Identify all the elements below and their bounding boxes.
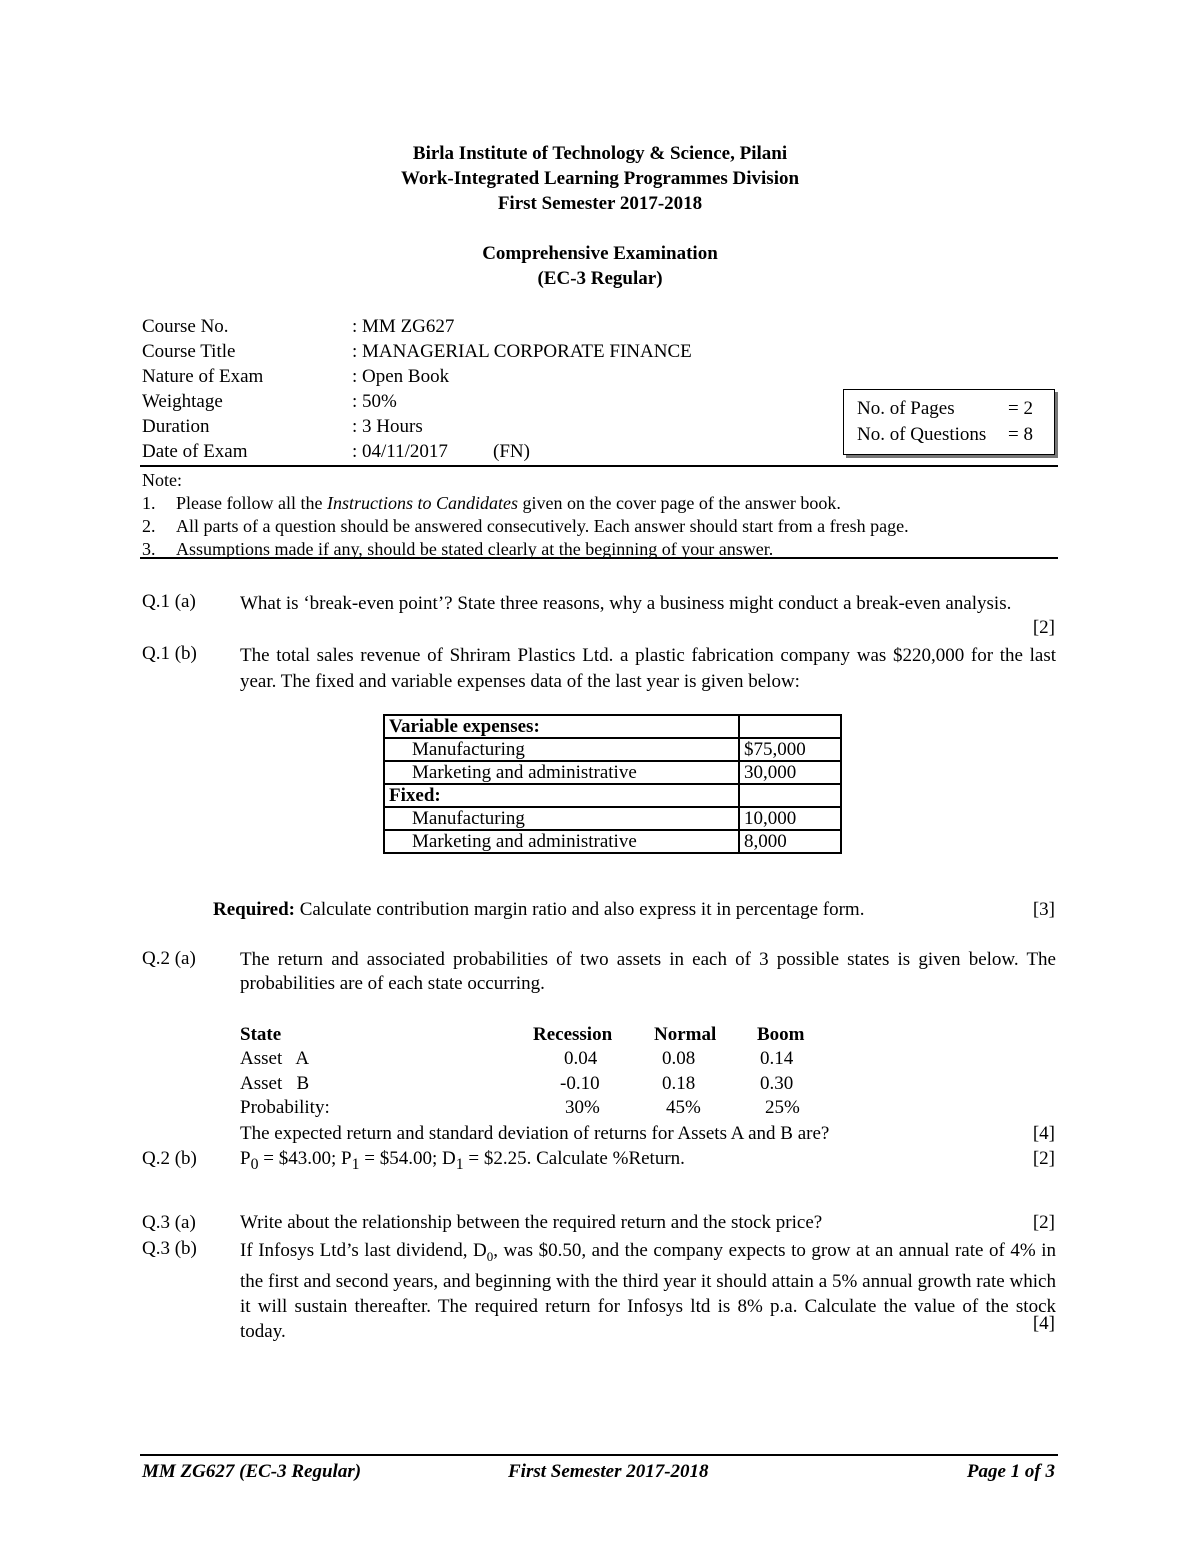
asset-a-boom: 0.14 [760,1048,794,1069]
table-cell-label: Manufacturing [384,738,739,761]
table-cell-label: Marketing and administrative [384,830,739,853]
q2a-text: The return and associated probabilities of two assets in each of 3 possible states is given below. The probabilities are of each state occurring. [240,949,1056,994]
note-1-post: given on the cover page of the answer book. [517,493,841,513]
note-number: 3. [142,539,156,559]
meta-label-date: Date of Exam [142,441,248,462]
divider-notes [140,557,1058,559]
d1-subscript: 1 [455,1155,464,1173]
expenses-table [383,714,842,854]
table-header-variable: Variable expenses: [384,715,739,738]
boom-header: Boom [757,1024,805,1045]
meta-label-nature: Nature of Exam [142,366,264,387]
division-name: Work-Integrated Learning Programmes Division [400,168,800,189]
note-number: 1. [142,493,156,513]
meta-label-duration: Duration [142,416,210,437]
p1-value: = $54.00; [359,1148,442,1169]
asset-b-label: Asset B [240,1073,310,1094]
asset-b-boom: 0.30 [760,1073,794,1094]
footer-course: MM ZG627 (EC-3 Regular) [142,1461,362,1482]
pages-value: = 2 [1008,398,1033,419]
normal-header: Normal [654,1024,717,1045]
q3a-text: Write about the relationship between the required return and the stock price? [240,1212,823,1233]
notes-block [142,469,909,561]
p0-symbol: P [240,1148,251,1169]
d1-value: = $2.25. Calculate %Return. [463,1148,685,1169]
footer-divider [140,1454,1058,1456]
d1-symbol: D [442,1148,456,1169]
asset-b-recession: -0.10 [560,1073,600,1094]
questions-label: No. of Questions [857,424,987,445]
note-1-pre: Please follow all the [176,493,327,513]
q3b-pre: If Infosys Ltd’s last dividend, D [240,1240,487,1261]
q1a-marks: [2] [1032,617,1055,638]
table-row [384,830,841,853]
meta-value-weightage: : 50% [352,391,397,412]
p0-subscript: 0 [250,1155,259,1173]
required-text: Calculate contribution margin ratio and also express it in percentage form. [294,899,865,920]
p1-subscript: 1 [351,1155,360,1173]
required-label: Required: [213,899,295,920]
table-row [384,715,841,738]
note-1-emphasis: Instructions to Candidates [326,493,518,513]
table-row [384,761,841,784]
q2b-text [240,1148,685,1174]
q3b-label: Q.3 (b) [142,1238,197,1259]
q1b-label: Q.1 (b) [142,643,197,664]
meta-value-date: : 04/11/2017 [352,441,448,462]
q3a-label: Q.3 (a) [142,1212,196,1233]
asset-a-recession: 0.04 [564,1048,598,1069]
p1-symbol: P [341,1148,352,1169]
meta-session: (FN) [493,441,530,462]
table-cell-empty [739,784,841,807]
table-cell-value: 8,000 [739,830,841,853]
institute-name: Birla Institute of Technology & Science, Pilani [412,143,788,164]
notes-title: Note: [142,470,182,490]
divider-top [140,465,1058,467]
q3b-marks: [4] [1032,1313,1055,1334]
q1a-text: What is ‘break-even point’? State three reasons, why a business might conduct a break-even analysis. [240,593,1012,614]
q2b-label: Q.2 (b) [142,1148,197,1169]
asset-b-normal: 0.18 [662,1073,696,1094]
table-cell-label: Manufacturing [384,807,739,830]
exam-type: (EC-3 Regular) [537,268,663,289]
q2a-label: Q.2 (a) [142,948,196,969]
table-row [384,738,841,761]
meta-label-course-title: Course Title [142,341,236,362]
exam-info-box [843,389,1055,455]
probability-recession: 30% [565,1097,600,1118]
semester: First Semester 2017-2018 [497,193,703,214]
asset-a-normal: 0.08 [662,1048,696,1069]
probability-label: Probability: [240,1097,330,1118]
table-row [384,784,841,807]
table-cell-label: Marketing and administrative [384,761,739,784]
note-2: All parts of a question should be answered consecutively. Each answer should start from a fresh page. [176,516,909,536]
q3a-marks: [2] [1032,1212,1055,1233]
questions-value: = 8 [1008,424,1033,445]
q1a-label: Q.1 (a) [142,591,196,612]
asset-a-label: Asset A [240,1048,310,1069]
exam-title: Comprehensive Examination [482,243,718,264]
footer-semester: First Semester 2017-2018 [508,1461,709,1482]
state-header: State [240,1024,282,1045]
q1b-marks: [3] [1032,899,1055,920]
meta-value-course-no: : MM ZG627 [352,316,455,337]
probability-normal: 45% [666,1097,701,1118]
p0-value: = $43.00; [258,1148,341,1169]
table-cell-empty [739,715,841,738]
q2a-marks: [4] [1032,1123,1055,1144]
note-3: Assumptions made if any, should be stated clearly at the beginning of your answer. [176,539,774,559]
pages-label: No. of Pages [857,398,955,419]
note-number: 2. [142,516,156,536]
footer-page-number: Page 1 of 3 [966,1461,1055,1482]
table-row [384,807,841,830]
meta-value-course-title: : MANAGERIAL CORPORATE FINANCE [352,341,692,362]
meta-value-nature: : Open Book [352,366,450,387]
meta-label-course-no: Course No. [142,316,229,337]
q3b-text [240,1238,1056,1344]
table-cell-value: 10,000 [739,807,841,830]
meta-value-duration: : 3 Hours [352,416,423,437]
q1b-required [213,899,864,921]
q2a-question: The expected return and standard deviation of returns for Assets A and B are? [240,1123,830,1144]
meta-label-weightage: Weightage [142,391,223,412]
q3b-subscript: 0 [486,1248,494,1264]
table-cell-value: 30,000 [739,761,841,784]
table-header-fixed: Fixed: [384,784,739,807]
table-cell-value: $75,000 [739,738,841,761]
q2b-marks: [2] [1032,1148,1055,1169]
q1b-text: The total sales revenue of Shriram Plastics Ltd. a plastic fabrication company was $220,000 for the last year. The fixed and variable expenses data of the last year is given below: [240,645,1056,692]
probability-boom: 25% [765,1097,800,1118]
recession-header: Recession [533,1024,613,1045]
q3b-post: , was $0.50, and the company expects to grow at an annual rate of 4% in the first and second years, and beginning with the third year it should attain a 5% annual growth rate which it will sustain thereafter. The required return for Infosys ltd is 8% p.a. Calculate the value of the stock today. [240,1240,1056,1342]
